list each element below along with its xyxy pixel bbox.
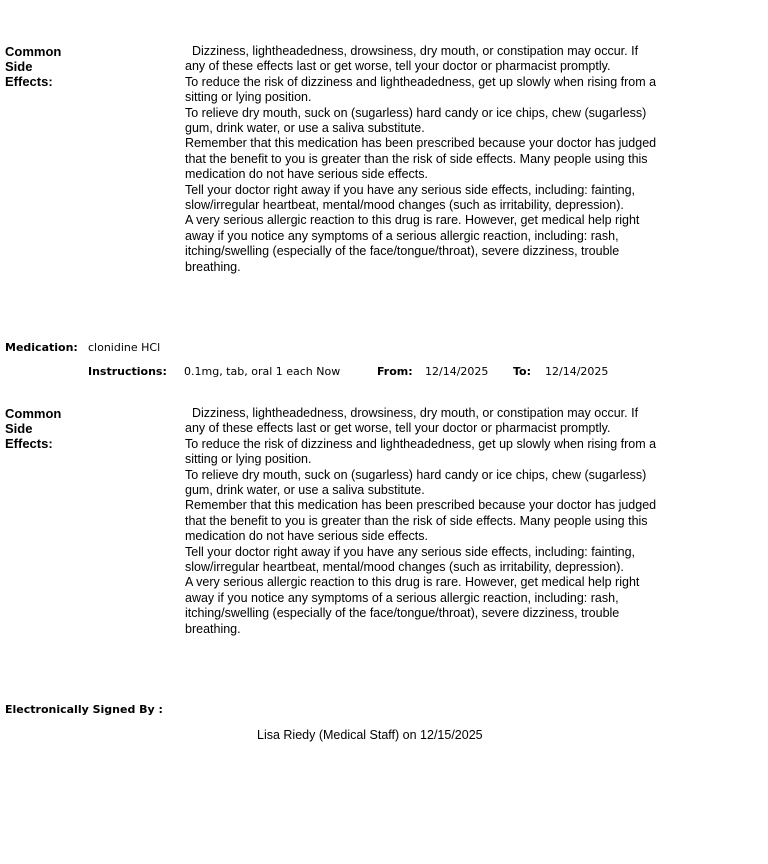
side-effects-label: Common Side Effects: <box>5 406 62 451</box>
side-effects-paragraph: To relieve dry mouth, suck on (sugarless) hard candy or ice chips, chew (sugarless) gum, drink water, or use a saliva substitute. <box>185 105 647 136</box>
side-effects-label: Common Side Effects: <box>5 44 62 89</box>
medication-label: Medication: <box>5 341 78 354</box>
side-effects-paragraph: Tell your doctor right away if you have any serious side effects, including: fainting, slow/irregular heartbeat, mental/mood changes (such as irritability, depression). <box>185 182 636 213</box>
side-effects-paragraph: To relieve dry mouth, suck on (sugarless) hard candy or ice chips, chew (sugarless) gum, drink water, or use a saliva substitute. <box>185 467 647 498</box>
side-effects-paragraph: Dizziness, lightheadedness, drowsiness, dry mouth, or constipation may occur. If any of these effects last or get worse, tell your doctor or pharmacist promptly. <box>185 406 639 436</box>
to-label: To: <box>513 365 531 378</box>
side-effects-text <box>185 406 660 637</box>
instructions-value: 0.1mg, tab, oral 1 each Now <box>184 365 341 378</box>
medication-value: clonidine HCl <box>88 341 161 354</box>
signed-by-label: Electronically Signed By : <box>5 703 163 716</box>
side-effects-paragraph: Remember that this medication has been prescribed because your doctor has judged that the benefit to you is greater than the risk of side effects. Many people using this medication do not have serious side effects. <box>185 136 657 182</box>
side-effects-paragraph: Tell your doctor right away if you have any serious side effects, including: fainting, slow/irregular heartbeat, mental/mood changes (such as irritability, depression). <box>185 544 636 575</box>
signed-by-value: Lisa Riedy (Medical Staff) on 12/15/2025 <box>257 728 483 742</box>
side-effects-paragraph: To reduce the risk of dizziness and lightheadedness, get up slowly when rising from a sitting or lying position. <box>185 74 657 105</box>
side-effects-paragraph: To reduce the risk of dizziness and lightheadedness, get up slowly when rising from a sitting or lying position. <box>185 436 657 467</box>
side-effects-paragraph: A very serious allergic reaction to this drug is rare. However, get medical help right away if you notice any symptoms of a serious allergic reaction, including: rash, itching/swelling (especially of the face/tongue/throat), severe dizziness, trouble breathing. <box>185 213 640 274</box>
side-effects-paragraph: Remember that this medication has been prescribed because your doctor has judged that the benefit to you is greater than the risk of side effects. Many people using this medication do not have serious side effects. <box>185 498 657 544</box>
from-label: From: <box>377 365 413 378</box>
from-date: 12/14/2025 <box>425 365 489 378</box>
instructions-label: Instructions: <box>88 365 167 378</box>
side-effects-paragraph: A very serious allergic reaction to this drug is rare. However, get medical help right away if you notice any symptoms of a serious allergic reaction, including: rash, itching/swelling (especially of the face/tongue/throat), severe dizziness, trouble breathing. <box>185 575 640 636</box>
to-date: 12/14/2025 <box>545 365 609 378</box>
side-effects-text <box>185 44 660 275</box>
side-effects-paragraph: Dizziness, lightheadedness, drowsiness, dry mouth, or constipation may occur. If any of these effects last or get worse, tell your doctor or pharmacist promptly. <box>185 44 639 74</box>
